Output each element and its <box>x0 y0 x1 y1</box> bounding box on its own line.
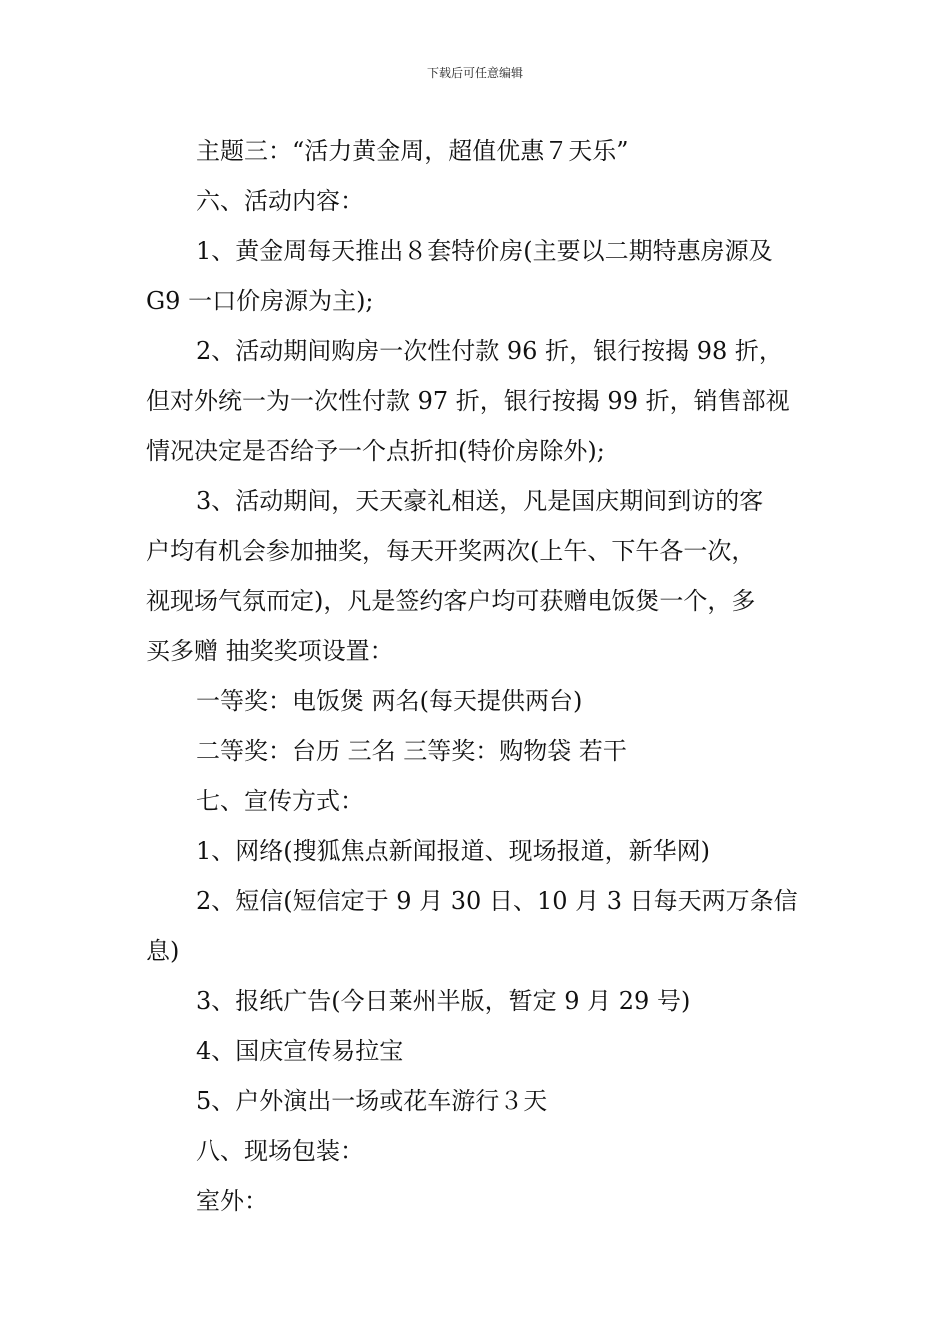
paragraph-line: 二等奖：台历 三名 三等奖：购物袋 若干 <box>196 737 627 765</box>
page-header-note: 下载后可任意编辑 <box>426 66 523 80</box>
paragraph-line: G9 一口价房源为主); <box>146 287 374 315</box>
paragraph-line: 八、现场包装： <box>196 1137 364 1165</box>
paragraph-line: 七、宣传方式： <box>196 787 364 815</box>
paragraph-line: 1、黄金周每天推出８套特价房(主要以二期特惠房源及 <box>196 237 773 265</box>
paragraph-line: 主题三：“活力黄金周，超值优惠７天乐” <box>196 137 629 165</box>
paragraph-line: 2、活动期间购房一次性付款 96 折，银行按揭 98 折， <box>196 337 783 365</box>
document-body <box>146 126 810 1226</box>
paragraph-line: 但对外统一为一次性付款 97 折，银行按揭 99 折，销售部视 <box>146 387 790 415</box>
paragraph-line: 六、活动内容： <box>196 187 364 215</box>
paragraph-line: 情况决定是否给予一个点折扣(特价房除外); <box>146 437 605 465</box>
paragraph-line: 视现场气氛而定)，凡是签约客户均可获赠电饭煲一个，多 <box>146 587 756 615</box>
paragraph-line: 3、活动期间，天天豪礼相送，凡是国庆期间到访的客 <box>196 487 764 515</box>
paragraph-line: 买多赠 抽奖奖项设置： <box>146 637 394 665</box>
paragraph-line: 4、国庆宣传易拉宝 <box>196 1037 404 1065</box>
paragraph-line: 5、户外演出一场或花车游行３天 <box>196 1087 548 1115</box>
paragraph-line: 2、短信(短信定于 9 月 30 日、10 月 3 日每天两万条信 <box>196 887 798 915</box>
paragraph-line: 室外： <box>196 1187 268 1215</box>
paragraph-line: 息) <box>146 937 180 965</box>
paragraph-line: 1、网络(搜狐焦点新闻报道、现场报道，新华网) <box>196 837 710 865</box>
paragraph-line: 3、报纸广告(今日莱州半版，暂定 9 月 29 号) <box>196 987 691 1015</box>
paragraph-line: 户均有机会参加抽奖，每天开奖两次(上午、下午各一次， <box>146 537 756 565</box>
paragraph-line: 一等奖：电饭煲 两名(每天提供两台) <box>196 687 583 715</box>
